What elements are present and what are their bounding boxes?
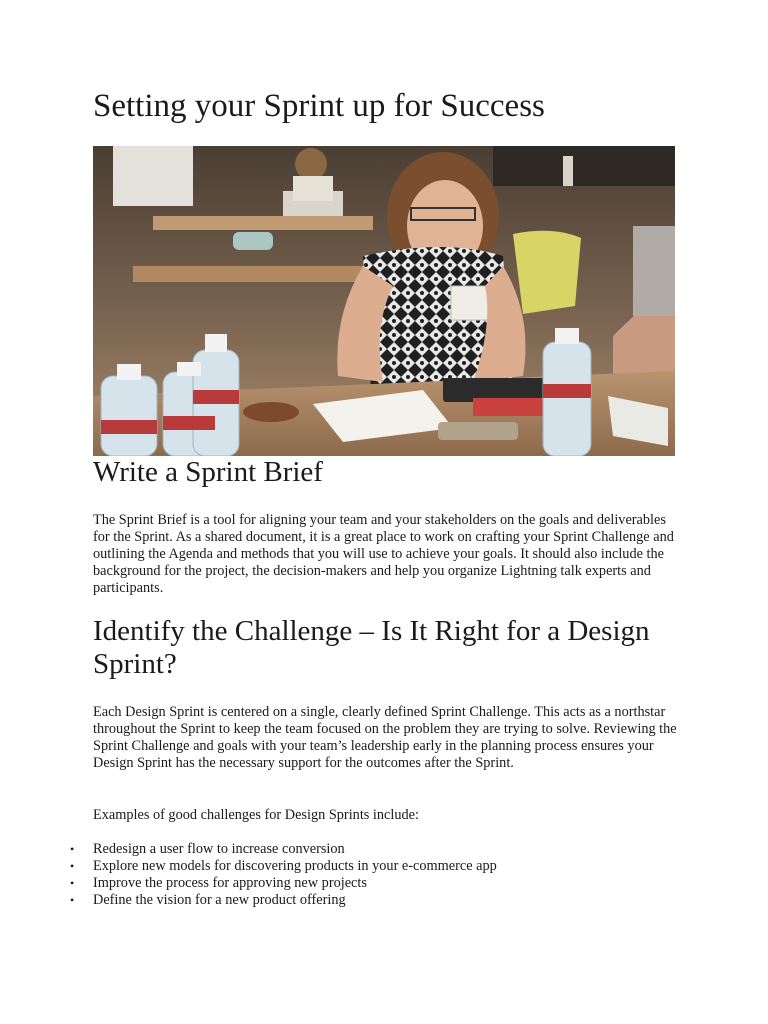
list-item xyxy=(70,892,497,909)
examples-intro: Examples of good challenges for Design Sprints include: xyxy=(93,807,419,823)
list-item xyxy=(70,858,497,875)
list-item-text: Define the vision for a new product offering xyxy=(93,892,346,908)
workshop-photo xyxy=(93,146,675,456)
challenge-paragraph: Each Design Sprint is centered on a single, clearly defined Sprint Challenge. This acts as a northstar throughout the Sprint to keep the team focused on the problem they are trying to solve. Reviewing the Sprint Challenge and goals with your team’s leadership early in the planning process ensures your Design Sprint has the necessary support for the outcomes after the Sprint. xyxy=(93,704,677,771)
section-heading-sprint-brief: Write a Sprint Brief xyxy=(93,456,323,488)
section-heading-identify-challenge: Identify the Challenge – Is It Right for a Design Sprint? xyxy=(93,615,650,680)
list-item-text: Improve the process for approving new projects xyxy=(93,875,367,891)
page-title: Setting your Sprint up for Success xyxy=(93,88,545,124)
bullet-icon: • xyxy=(70,842,75,856)
list-item-text: Explore new models for discovering products in your e-commerce app xyxy=(93,858,497,874)
list-item xyxy=(70,841,497,858)
list-item xyxy=(70,875,497,892)
list-item-text: Redesign a user flow to increase conversion xyxy=(93,841,345,857)
sprint-brief-paragraph: The Sprint Brief is a tool for aligning your team and your stakeholders on the goals and deliverables for the Sprint. As a shared document, it is a great place to work on crafting your Sprint Challenge and outlining the Agenda and methods that you will use to achieve your goals. It should also include the background for the project, the decision-makers and help you organize Lightning talk experts and participants. xyxy=(93,512,674,596)
bullet-icon: • xyxy=(70,893,75,907)
examples-list xyxy=(70,841,497,909)
bullet-icon: • xyxy=(70,876,75,890)
bullet-icon: • xyxy=(70,859,75,873)
